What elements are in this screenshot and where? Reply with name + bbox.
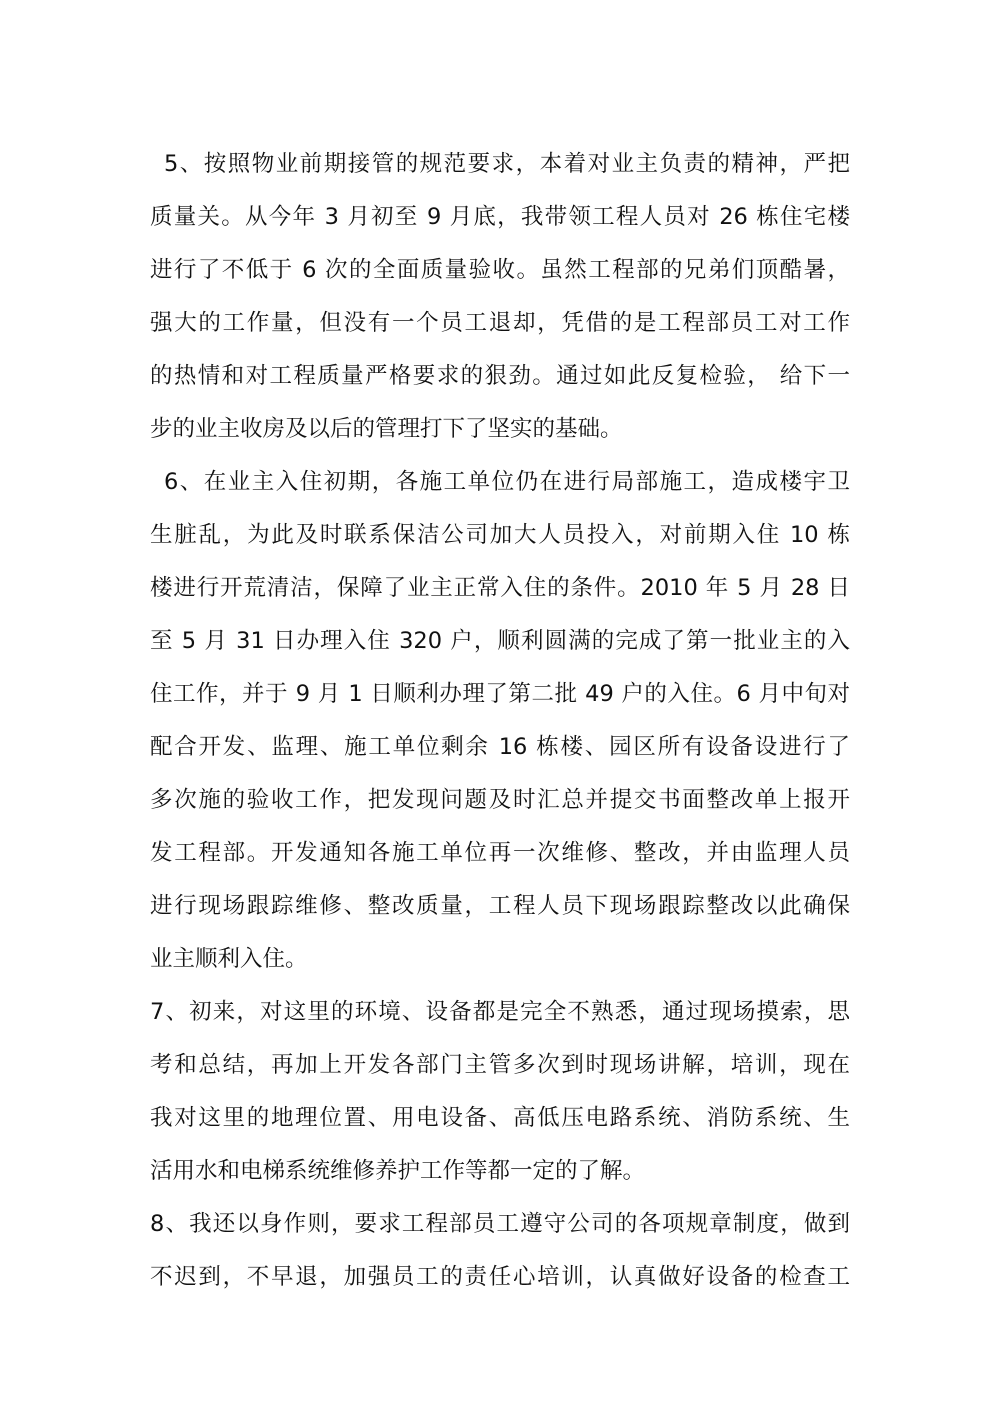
paragraph-6 <box>150 456 850 986</box>
text-line: 步的业主收房及以后的管理打下了坚实的基础。 <box>150 416 623 442</box>
text-line: 的热情和对工程质量严格要求的狠劲。通过如此反复检验， 给下一 <box>150 363 850 389</box>
text-line: 业主顺利入住。 <box>150 946 308 972</box>
text-line: 进行了不低于 6 次的全面质量验收。虽然工程部的兄弟们顶酷暑， <box>150 257 850 283</box>
text-line: 楼进行开荒清洁，保障了业主正常入住的条件。2010 年 5 月 28 日 <box>150 575 850 601</box>
text-line: 强大的工作量，但没有一个员工退却，凭借的是工程部员工对工作 <box>150 310 850 336</box>
text-line: 进行现场跟踪维修、整改质量，工程人员下现场跟踪整改以此确保 <box>150 893 850 919</box>
text-line: 配合开发、监理、施工单位剩余 16 栋楼、园区所有设备设进行了 <box>150 734 850 760</box>
text-line: 6、在业主入住初期，各施工单位仍在进行局部施工，造成楼宇卫 <box>164 469 850 495</box>
text-line: 考和总结，再加上开发各部门主管多次到时现场讲解，培训，现在 <box>150 1052 850 1078</box>
text-line: 生脏乱，为此及时联系保洁公司加大人员投入，对前期入住 10 栋 <box>150 522 850 548</box>
text-line: 至 5 月 31 日办理入住 320 户，顺利圆满的完成了第一批业主的入 <box>150 628 850 654</box>
text-line: 不迟到，不早退，加强员工的责任心培训，认真做好设备的检查工 <box>150 1264 850 1290</box>
text-line: 住工作，并于 9 月 1 日顺利办理了第二批 49 户的入住。6 月中旬对 <box>150 681 850 707</box>
text-line: 发工程部。开发通知各施工单位再一次维修、整改，并由监理人员 <box>150 840 850 866</box>
document-page <box>150 138 850 1304</box>
text-line: 多次施的验收工作，把发现问题及时汇总并提交书面整改单上报开 <box>150 787 850 813</box>
text-line: 活用水和电梯系统维修养护工作等都一定的了解。 <box>150 1158 646 1184</box>
text-line: 5、按照物业前期接管的规范要求，本着对业主负责的精神，严把 <box>164 151 850 177</box>
text-line: 8、我还以身作则，要求工程部员工遵守公司的各项规章制度，做到 <box>150 1211 850 1237</box>
paragraph-5 <box>150 138 850 456</box>
paragraph-8 <box>150 1198 850 1304</box>
text-line: 质量关。从今年 3 月初至 9 月底，我带领工程人员对 26 栋住宅楼 <box>150 204 850 230</box>
text-line: 7、初来，对这里的环境、设备都是完全不熟悉，通过现场摸索，思 <box>150 999 850 1025</box>
paragraph-7 <box>150 986 850 1198</box>
text-line: 我对这里的地理位置、用电设备、高低压电路系统、消防系统、生 <box>150 1105 850 1131</box>
